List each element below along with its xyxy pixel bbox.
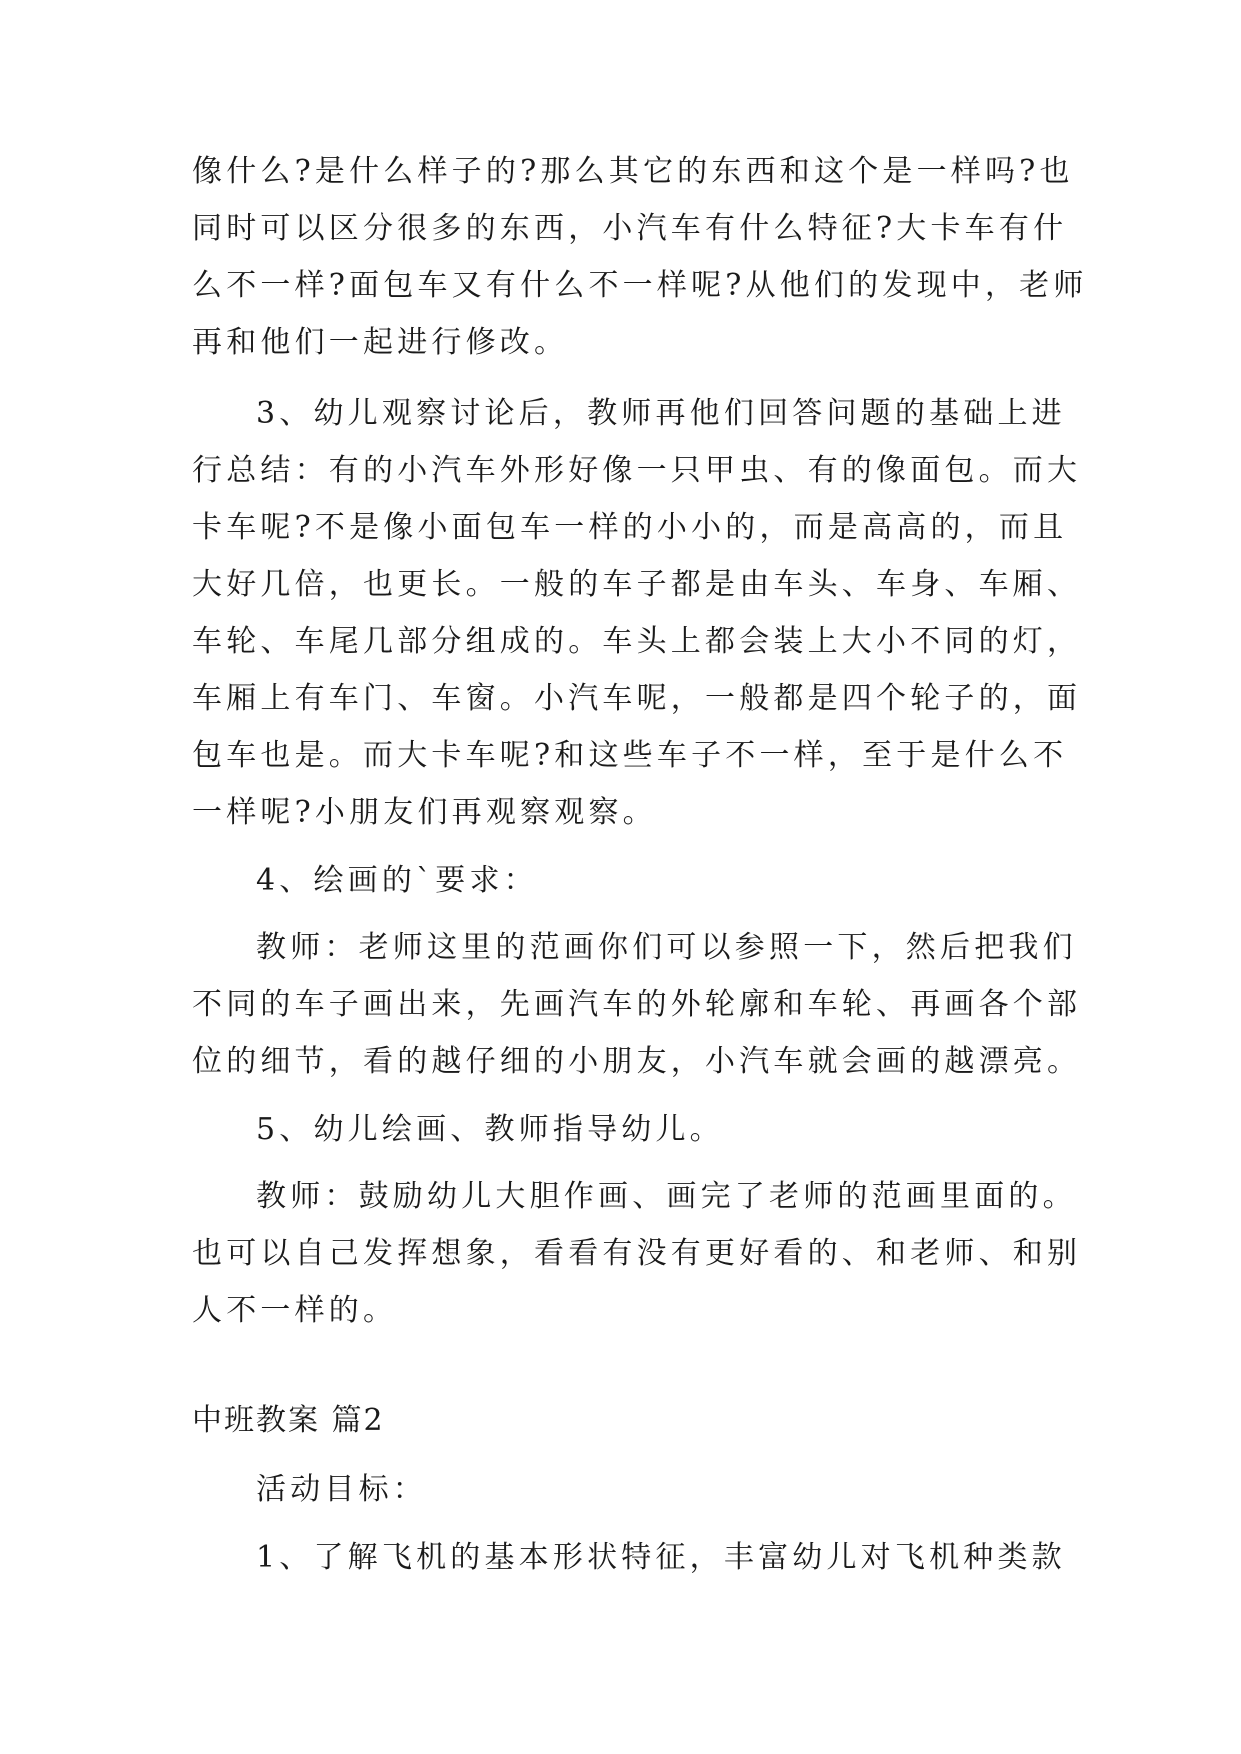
paragraph-line: 行总结：有的小汽车外形好像一只甲虫、有的像面包。而大 <box>192 453 1082 488</box>
paragraph-line: 位的细节，看的越仔细的小朋友，小汽车就会画的越漂亮。 <box>192 1044 1082 1079</box>
paragraph-line: 3、幼儿观察讨论后，教师再他们回答问题的基础上进 <box>256 396 1066 431</box>
paragraph-line: 也可以自己发挥想象，看看有没有更好看的、和老师、和别 <box>192 1236 1082 1271</box>
paragraph-line: 人不一样的。 <box>192 1293 398 1328</box>
paragraph-line: 4、绘画的`要求： <box>256 863 538 898</box>
paragraph-line: 不同的车子画出来，先画汽车的外轮廓和车轮、再画各个部 <box>192 987 1082 1022</box>
paragraph-line: 教师：鼓励幼儿大胆作画、画完了老师的范画里面的。 <box>256 1179 1077 1214</box>
section-heading: 中班教案 篇2 <box>192 1403 385 1438</box>
paragraph-line: 大好几倍，也更长。一般的车子都是由车头、车身、车厢、 <box>192 567 1082 602</box>
paragraph-line: 1、了解飞机的基本形状特征，丰富幼儿对飞机种类款 <box>256 1540 1066 1575</box>
paragraph-line: 5、幼儿绘画、教师指导幼儿。 <box>256 1112 724 1147</box>
paragraph-line: 卡车呢?不是像小面包车一样的小小的，而是高高的，而且 <box>192 510 1068 545</box>
paragraph-line: 包车也是。而大卡车呢?和这些车子不一样，至于是什么不 <box>192 738 1068 773</box>
paragraph-line: 教师：老师这里的范画你们可以参照一下，然后把我们 <box>256 930 1077 965</box>
paragraph-line: 一样呢?小朋友们再观察观察。 <box>192 795 657 830</box>
paragraph-line: 么不一样?面包车又有什么不一样呢?从他们的发现中，老师 <box>192 268 1088 303</box>
paragraph-line: 活动目标： <box>256 1472 427 1507</box>
paragraph-line: 车轮、车尾几部分组成的。车头上都会装上大小不同的灯， <box>192 624 1082 659</box>
paragraph-line: 像什么?是什么样子的?那么其它的东西和这个是一样吗?也 <box>192 154 1074 189</box>
paragraph-line: 同时可以区分很多的东西，小汽车有什么特征?大卡车有什 <box>192 211 1068 246</box>
paragraph-line: 车厢上有车门、车窗。小汽车呢，一般都是四个轮子的，面 <box>192 681 1082 716</box>
paragraph-line: 再和他们一起进行修改。 <box>192 325 569 360</box>
